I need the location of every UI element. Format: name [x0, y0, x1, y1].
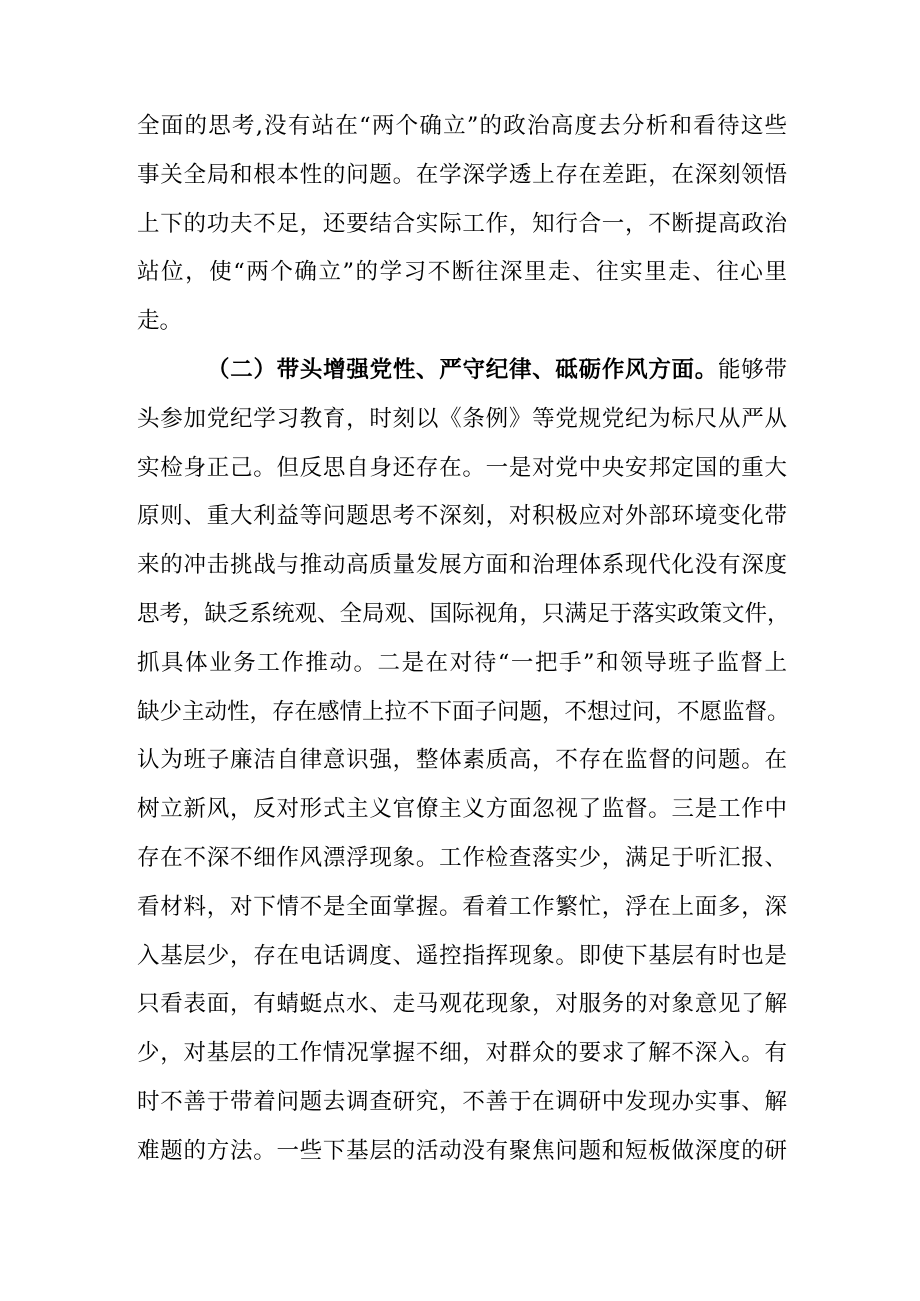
- text-line: 站位，使“两个确立”的学习不断往深里走、往实里走、往心里: [137, 259, 787, 286]
- text-line: 来的冲击挑战与推动高质量发展方面和治理体系现代化没有深度: [137, 552, 787, 579]
- paragraph-first-line: [137, 346, 787, 395]
- text-line: 走。: [137, 308, 183, 335]
- text-line: 时不善于带着问题去调查研究，不善于在调研中发现办实事、解: [137, 1088, 787, 1115]
- document-page: [137, 102, 790, 1176]
- heading-line-text: 能够带: [718, 356, 787, 383]
- paragraph-political-thinking: [137, 102, 787, 346]
- text-line: 全面的思考,没有站在“两个确立”的政治高度去分析和看待这些: [137, 113, 787, 139]
- text-line: 抓具体业务工作推动。二是在对待“一把手”和领导班子监督上: [137, 649, 787, 676]
- text-line: 树立新风，反对形式主义官僚主义方面忽视了监督。三是工作中: [137, 796, 787, 823]
- text-line: 少，对基层的工作情况掌握不细，对群众的要求了解不深入。有: [137, 1040, 787, 1067]
- text-line: 看材料，对下情不是全面掌握。看着工作繁忙，浮在上面多，深: [137, 893, 787, 920]
- text-line: 头参加党纪学习教育，时刻以《条例》等党规党纪为标尺从严从: [137, 405, 787, 432]
- paragraph-party-discipline: [137, 346, 790, 1176]
- text-line: 思考，缺乏系统观、全局观、国际视角，只满足于落实政策文件，: [137, 600, 790, 627]
- text-line: 原则、重大利益等问题思考不深刻，对积极应对外部环境变化带: [137, 503, 787, 530]
- text-line: 上下的功夫不足，还要结合实际工作，知行合一，不断提高政治: [137, 210, 787, 237]
- text-line: 实检身正己。但反思自身还存在。一是对党中央安邦定国的重大: [137, 454, 787, 481]
- text-line: 难题的方法。一些下基层的活动没有聚焦问题和短板做深度的研: [137, 1137, 787, 1164]
- text-line: 认为班子廉洁自律意识强，整体素质高，不存在监督的问题。在: [137, 747, 787, 774]
- section-heading: （二）带头增强党性、严守纪律、砥砺作风方面。: [207, 356, 719, 383]
- text-line: 只看表面，有蜻蜓点水、走马观花现象，对服务的对象意见了解: [137, 991, 787, 1018]
- text-line: 存在不深不细作风漂浮现象。工作检查落实少，满足于听汇报、: [137, 844, 787, 871]
- text-line: 缺少主动性，存在感情上拉不下面子问题，不想过问，不愿监督。: [137, 698, 790, 725]
- text-line: 入基层少，存在电话调度、遥控指挥现象。即使下基层有时也是: [137, 942, 787, 969]
- text-line: 事关全局和根本性的问题。在学深学透上存在差距，在深刻领悟: [137, 161, 787, 188]
